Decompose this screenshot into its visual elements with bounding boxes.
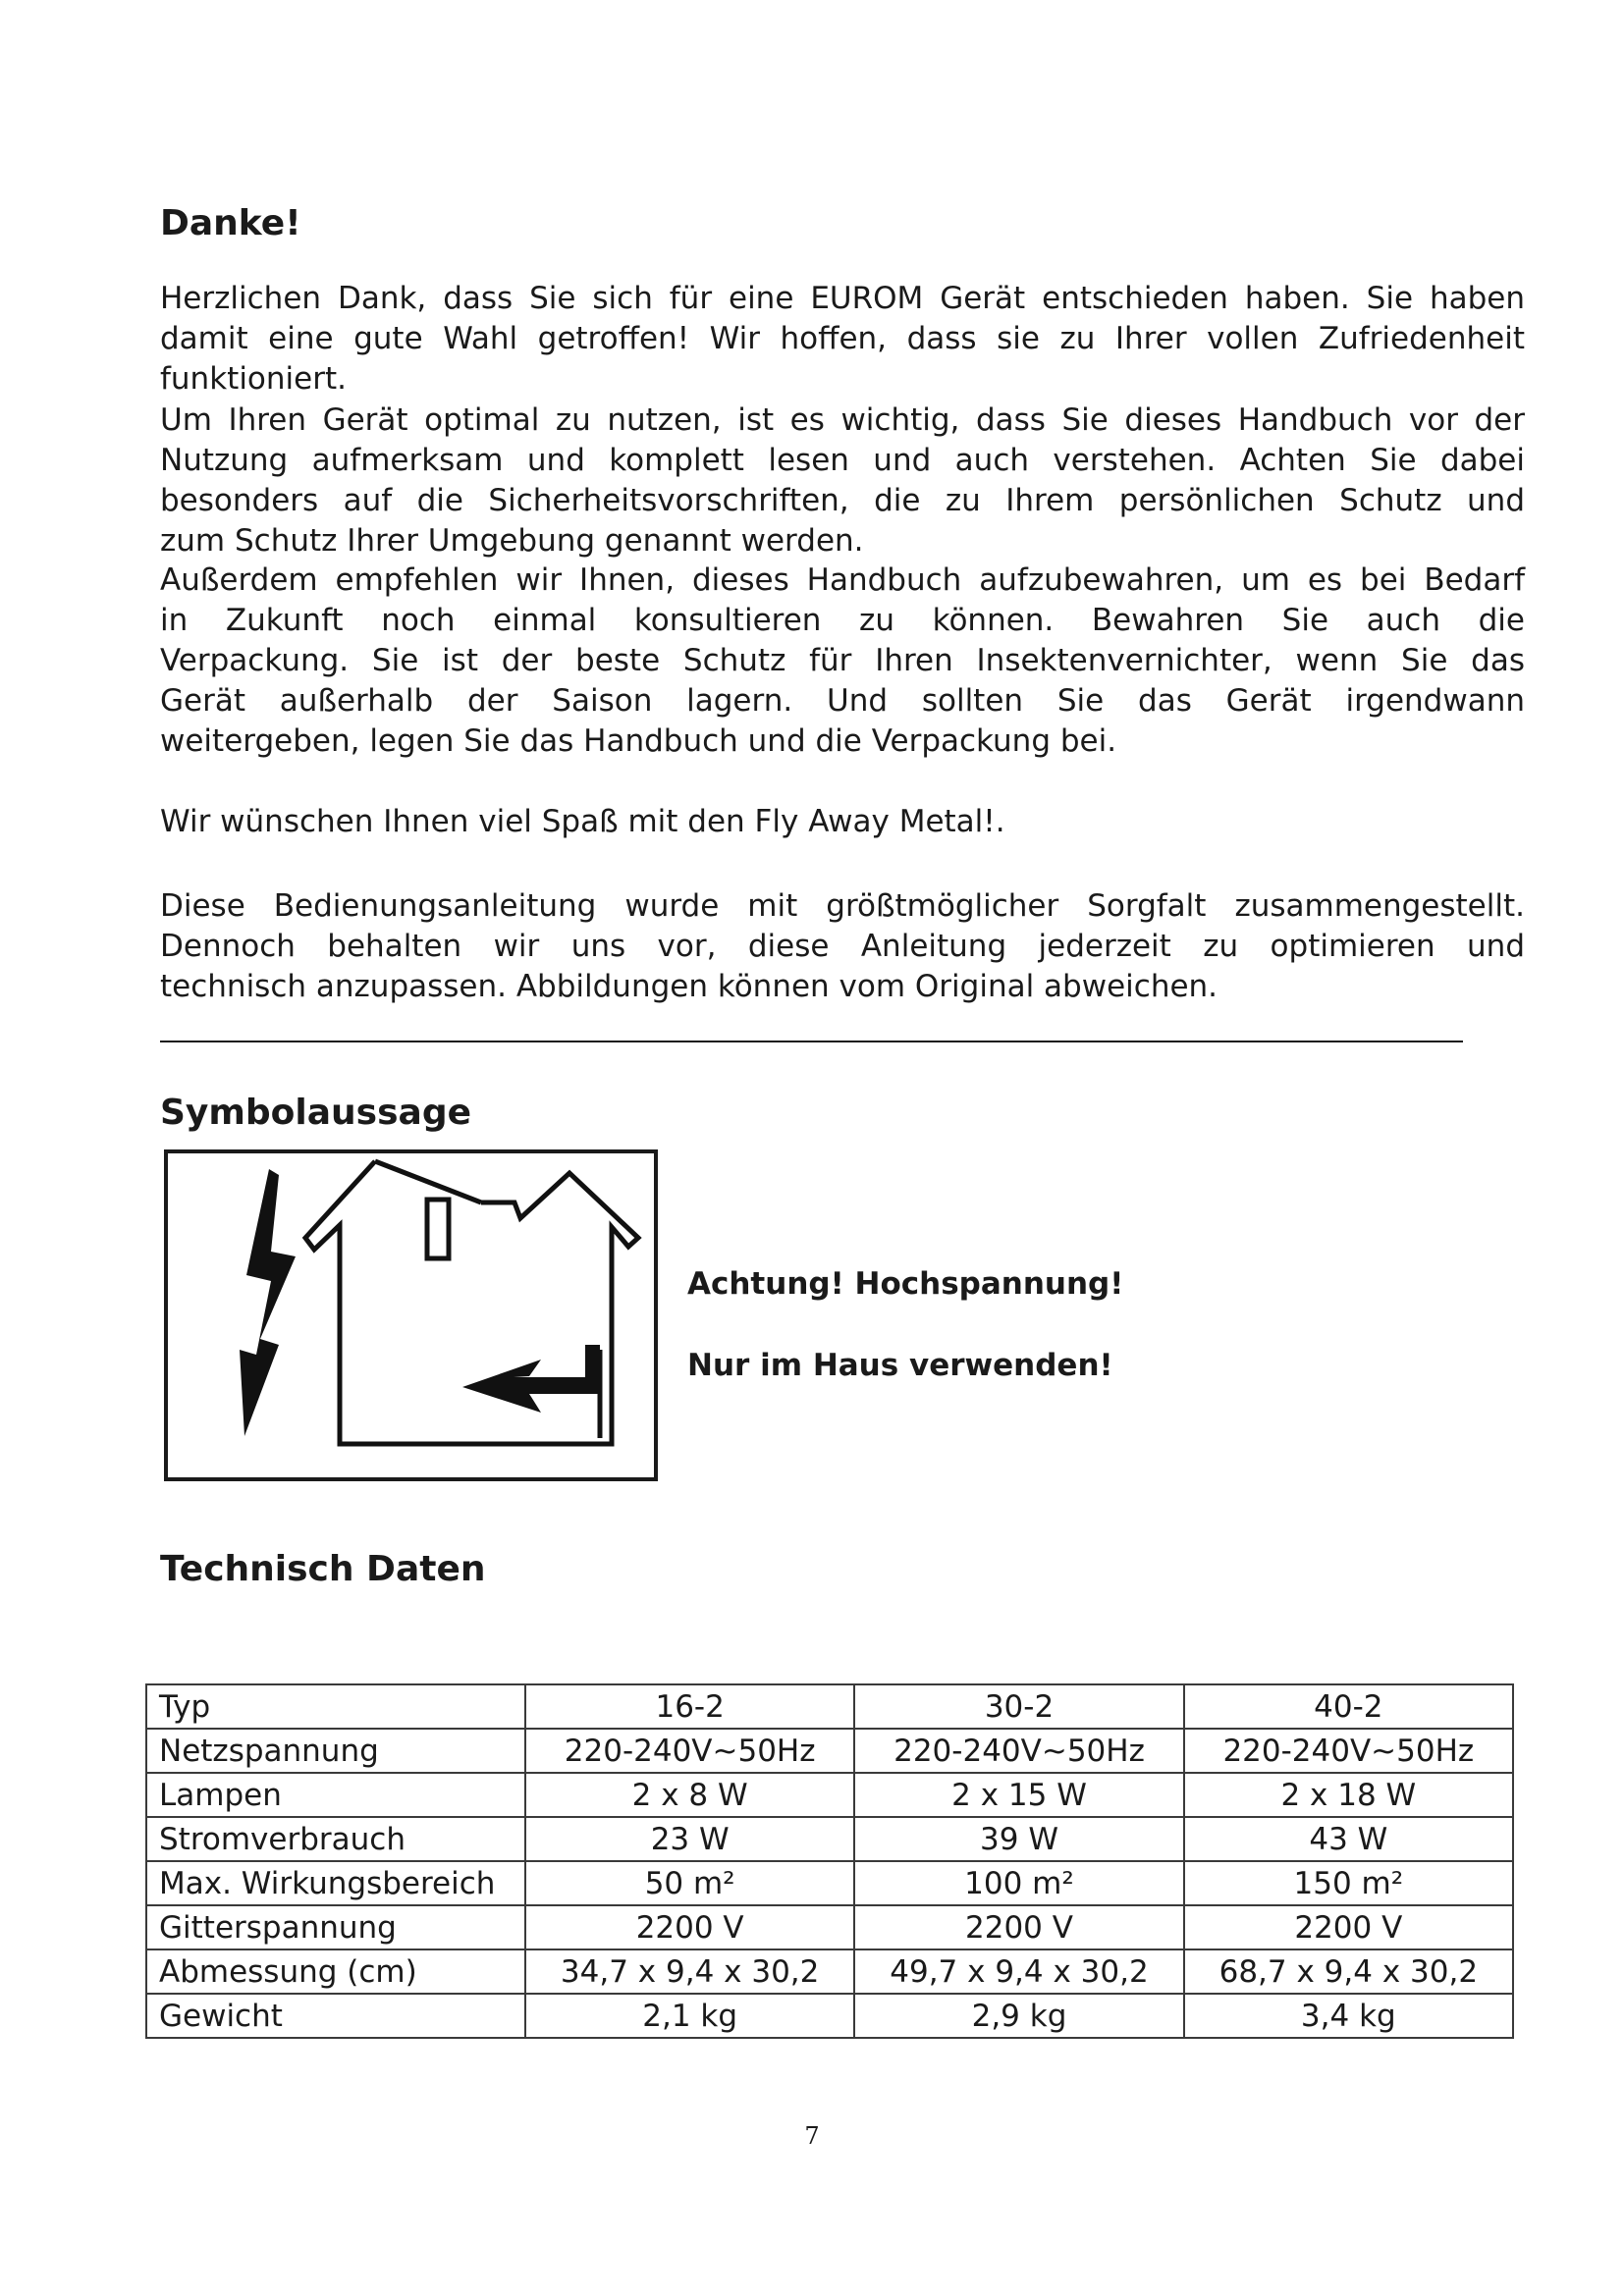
cell-value: 49,7 x 9,4 x 30,2 bbox=[854, 1949, 1183, 1994]
cell-value: 34,7 x 9,4 x 30,2 bbox=[525, 1949, 854, 1994]
danke-heading: Danke! bbox=[160, 203, 301, 243]
table-row bbox=[146, 1773, 1513, 1817]
wish-paragraph bbox=[160, 802, 1525, 842]
text-line: Nutzung aufmerksam und komplett lesen und auch verstehen. Achten Sie dabei bbox=[160, 443, 1525, 478]
text-line: Wir wünschen Ihnen viel Spaß mit den Fly Away Metal!. bbox=[160, 804, 1005, 839]
symbol-heading: Symbolaussage bbox=[160, 1093, 472, 1133]
indoor-arrow-icon bbox=[462, 1345, 600, 1438]
text-line: weitergeben, legen Sie das Handbuch und die Verpackung bei. bbox=[160, 723, 1117, 759]
cell-value: 220-240V~50Hz bbox=[854, 1729, 1183, 1773]
tech-heading: Technisch Daten bbox=[160, 1549, 486, 1589]
text-line: Dennoch behalten wir uns vor, diese Anleitung jederzeit zu optimieren und bbox=[160, 929, 1525, 964]
lightning-bolt-icon bbox=[240, 1169, 296, 1436]
row-label: Typ bbox=[146, 1684, 525, 1729]
table-row bbox=[146, 1861, 1513, 1905]
cell-value: 23 W bbox=[525, 1817, 854, 1861]
text-line: funktioniert. bbox=[160, 361, 347, 397]
cell-value: 220-240V~50Hz bbox=[1184, 1729, 1513, 1773]
cell-value: 43 W bbox=[1184, 1817, 1513, 1861]
storage-paragraph bbox=[160, 561, 1525, 762]
cell-value: 2 x 15 W bbox=[854, 1773, 1183, 1817]
row-label: Gewicht bbox=[146, 1994, 525, 2038]
table-row bbox=[146, 1729, 1513, 1773]
disclaimer-paragraph bbox=[160, 886, 1525, 1007]
row-label: Stromverbrauch bbox=[146, 1817, 525, 1861]
symbol-panel bbox=[164, 1149, 658, 1481]
table-row bbox=[146, 1994, 1513, 2038]
text-line: Herzlichen Dank, dass Sie sich für eine EUROM Gerät entschieden haben. Sie haben bbox=[160, 281, 1525, 316]
voltage-warning-caption: Achtung! Hochspannung! bbox=[687, 1266, 1124, 1302]
section-divider bbox=[160, 1041, 1463, 1042]
row-label: Gitterspannung bbox=[146, 1905, 525, 1949]
table-row bbox=[146, 1905, 1513, 1949]
row-label: Lampen bbox=[146, 1773, 525, 1817]
cell-value: 2200 V bbox=[1184, 1905, 1513, 1949]
cell-value: 220-240V~50Hz bbox=[525, 1729, 854, 1773]
cell-value: 40-2 bbox=[1184, 1684, 1513, 1729]
text-line: Gerät außerhalb der Saison lagern. Und sollten Sie das Gerät irgendwann bbox=[160, 683, 1525, 719]
tech-table-body bbox=[146, 1684, 1513, 2038]
house-indoor-icon bbox=[305, 1161, 638, 1444]
table-row bbox=[146, 1684, 1513, 1729]
usage-paragraph bbox=[160, 400, 1525, 561]
cell-value: 39 W bbox=[854, 1817, 1183, 1861]
cell-value: 2,9 kg bbox=[854, 1994, 1183, 2038]
cell-value: 16-2 bbox=[525, 1684, 854, 1729]
table-row bbox=[146, 1949, 1513, 1994]
tech-data-table bbox=[145, 1683, 1514, 2039]
text-line: Diese Bedienungsanleitung wurde mit größtmöglicher Sorgfalt zusammengestellt. bbox=[160, 888, 1525, 924]
thanks-paragraph bbox=[160, 279, 1525, 400]
text-line: Außerdem empfehlen wir Ihnen, dieses Handbuch aufzubewahren, um es bei Bedarf bbox=[160, 562, 1525, 598]
cell-value: 2 x 18 W bbox=[1184, 1773, 1513, 1817]
cell-value: 2200 V bbox=[854, 1905, 1183, 1949]
page-number: 7 bbox=[804, 2122, 820, 2150]
cell-value: 50 m² bbox=[525, 1861, 854, 1905]
text-line: zum Schutz Ihrer Umgebung genannt werden. bbox=[160, 523, 864, 559]
text-line: damit eine gute Wahl getroffen! Wir hoffen, dass sie zu Ihrer vollen Zufriedenheit bbox=[160, 321, 1525, 356]
row-label: Max. Wirkungsbereich bbox=[146, 1861, 525, 1905]
text-line: in Zukunft noch einmal konsultieren zu können. Bewahren Sie auch die bbox=[160, 603, 1525, 638]
text-line: Um Ihren Gerät optimal zu nutzen, ist es wichtig, dass Sie dieses Handbuch vor der bbox=[160, 402, 1525, 438]
cell-value: 150 m² bbox=[1184, 1861, 1513, 1905]
cell-value: 30-2 bbox=[854, 1684, 1183, 1729]
cell-value: 2200 V bbox=[525, 1905, 854, 1949]
row-label: Netzspannung bbox=[146, 1729, 525, 1773]
text-line: besonders auf die Sicherheitsvorschriften, die zu Ihrem persönlichen Schutz und bbox=[160, 483, 1525, 518]
cell-value: 3,4 kg bbox=[1184, 1994, 1513, 2038]
table-row bbox=[146, 1817, 1513, 1861]
cell-value: 68,7 x 9,4 x 30,2 bbox=[1184, 1949, 1513, 1994]
indoor-use-caption: Nur im Haus verwenden! bbox=[687, 1348, 1113, 1383]
cell-value: 2 x 8 W bbox=[525, 1773, 854, 1817]
text-line: Verpackung. Sie ist der beste Schutz für Ihren Insektenvernichter, wenn Sie das bbox=[160, 643, 1525, 678]
text-line: technisch anzupassen. Abbildungen können vom Original abweichen. bbox=[160, 969, 1218, 1004]
cell-value: 100 m² bbox=[854, 1861, 1183, 1905]
row-label: Abmessung (cm) bbox=[146, 1949, 525, 1994]
cell-value: 2,1 kg bbox=[525, 1994, 854, 2038]
